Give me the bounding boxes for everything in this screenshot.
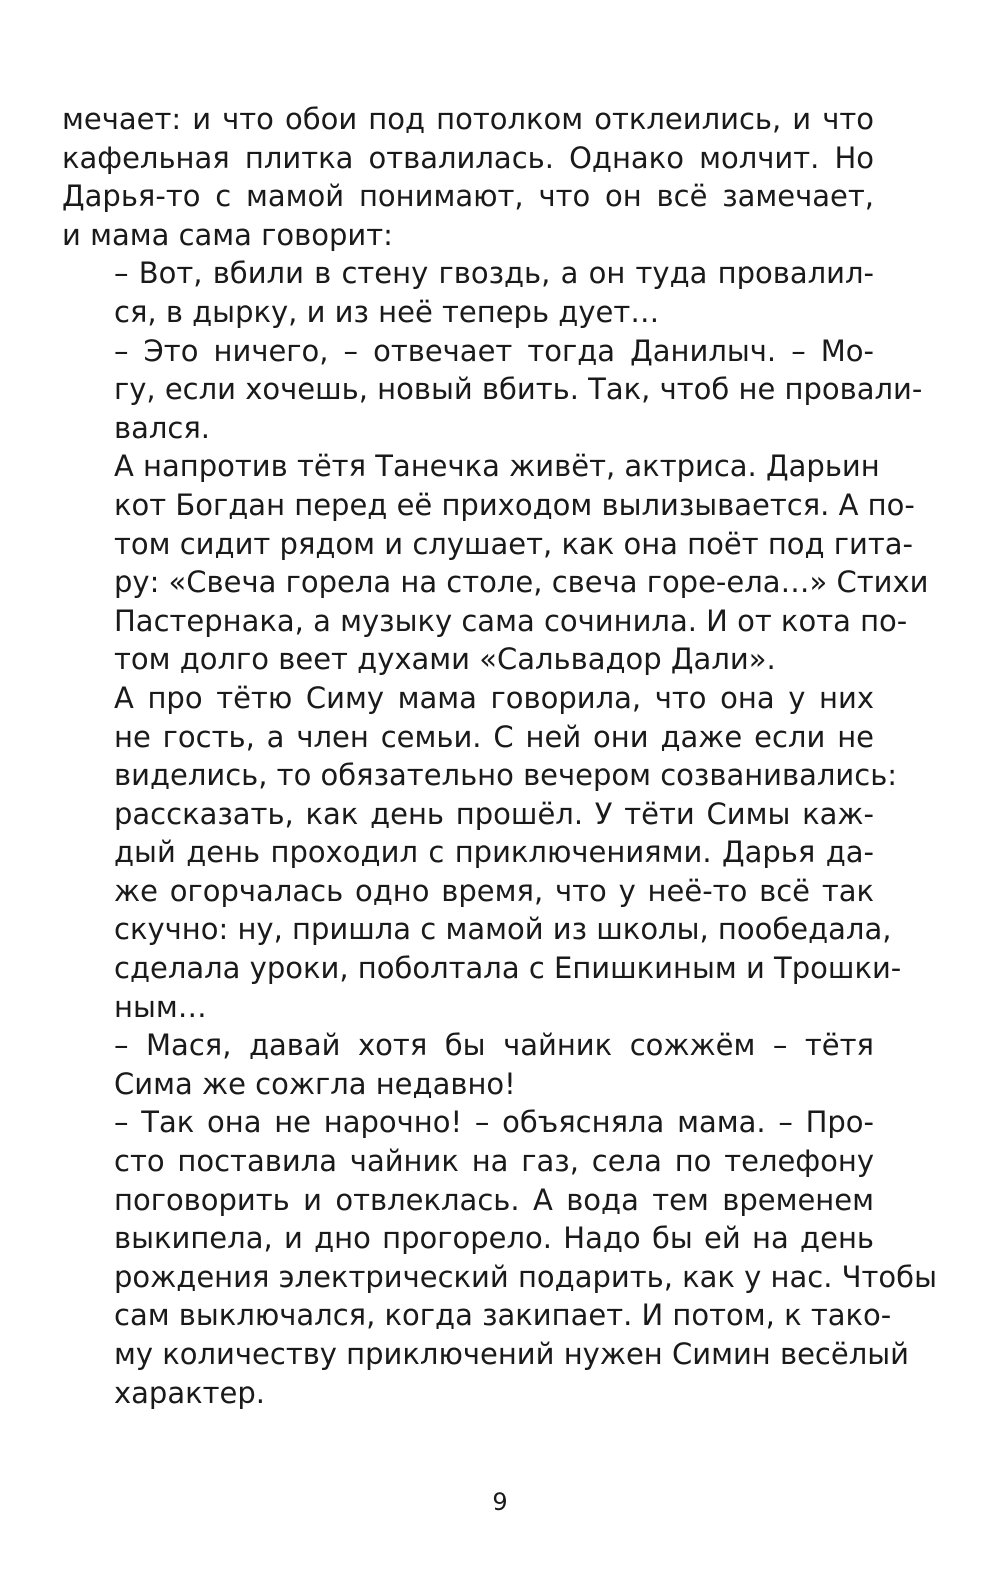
text-line: кафельная плитка отвалилась. Однако молчит. Но bbox=[62, 140, 874, 175]
text-line: му количеству приключений нужен Симин весёлый bbox=[114, 1337, 909, 1371]
paragraph bbox=[62, 100, 874, 254]
text-line: – Мася, давай хотя бы чайник сожжём – тётя bbox=[114, 1028, 874, 1063]
paragraph bbox=[62, 679, 902, 1026]
text-line: вался. bbox=[114, 410, 211, 445]
text-line: скучно: ну, пришла с мамой из школы, пообедала, bbox=[114, 912, 892, 947]
text-line: гу, если хочешь, новый вбить. Так, чтоб не провали- bbox=[114, 372, 923, 407]
text-line: виделись, то обязательно вечером созванивались: bbox=[114, 758, 898, 793]
text-line: – Так она не нарочно! – объясняла мама. – Про- bbox=[114, 1105, 874, 1140]
text-line: А напротив тётя Танечка живёт, актриса. Дарьин bbox=[114, 449, 880, 484]
text-line: поговорить и отвлеклась. А вода тем временем bbox=[114, 1182, 874, 1217]
text-line: кот Богдан перед её приходом вылизывается. А по- bbox=[114, 487, 915, 522]
paragraph bbox=[62, 447, 929, 679]
text-line: рассказать, как день прошёл. У тёти Симы каж- bbox=[114, 796, 874, 831]
text-line: том долго веет духами «Сальвадор Дали». bbox=[114, 642, 776, 677]
paragraph bbox=[62, 1103, 937, 1412]
text-line: Пастернака, а музыку сама сочинила. И от кота по- bbox=[114, 603, 908, 638]
paragraph bbox=[62, 1026, 874, 1103]
text-line: характер. bbox=[114, 1375, 265, 1410]
text-line: ру: «Свеча горела на столе, свеча горе-ела…» Стихи bbox=[114, 565, 929, 600]
page-body bbox=[62, 100, 937, 1412]
page-number: 9 bbox=[492, 1488, 508, 1516]
text-line: ным… bbox=[114, 989, 207, 1024]
text-line: – Это ничего, – отвечает тогда Данилыч. – Мо- bbox=[114, 333, 874, 368]
text-line: – Вот, вбили в стену гвоздь, а он туда провалил- bbox=[114, 256, 874, 291]
text-line: Сима же сожгла недавно! bbox=[114, 1066, 516, 1101]
text-line: дый день проходил с приключениями. Дарья да- bbox=[114, 835, 874, 870]
text-line: мечает: и что обои под потолком отклеились, и что bbox=[62, 102, 874, 136]
paragraph bbox=[62, 332, 923, 448]
text-line: выкипела, и дно прогорело. Надо бы ей на день bbox=[114, 1221, 874, 1256]
text-line: Дарья-то с мамой понимают, что он всё замечает, bbox=[62, 179, 874, 214]
text-line: сто поставила чайник на газ, села по телефону bbox=[114, 1144, 874, 1179]
text-line: не гость, а член семьи. С ней они даже если не bbox=[114, 719, 874, 754]
paragraph bbox=[62, 254, 874, 331]
text-line: ся, в дырку, и из неё теперь дует… bbox=[114, 294, 660, 329]
text-line: сам выключался, когда закипает. И потом, к тако- bbox=[114, 1298, 892, 1333]
text-line: и мама сама говорит: bbox=[62, 217, 393, 252]
text-line: сделала уроки, поболтала с Епишкиным и Трошки- bbox=[114, 951, 902, 986]
text-line: же огорчалась одно время, что у неё-то всё так bbox=[114, 873, 874, 908]
text-line: рождения электрический подарить, как у нас. Чтобы bbox=[114, 1259, 937, 1294]
text-line: А про тётю Симу мама говорила, что она у них bbox=[114, 680, 874, 715]
text-line: том сидит рядом и слушает, как она поёт под гита- bbox=[114, 526, 914, 561]
